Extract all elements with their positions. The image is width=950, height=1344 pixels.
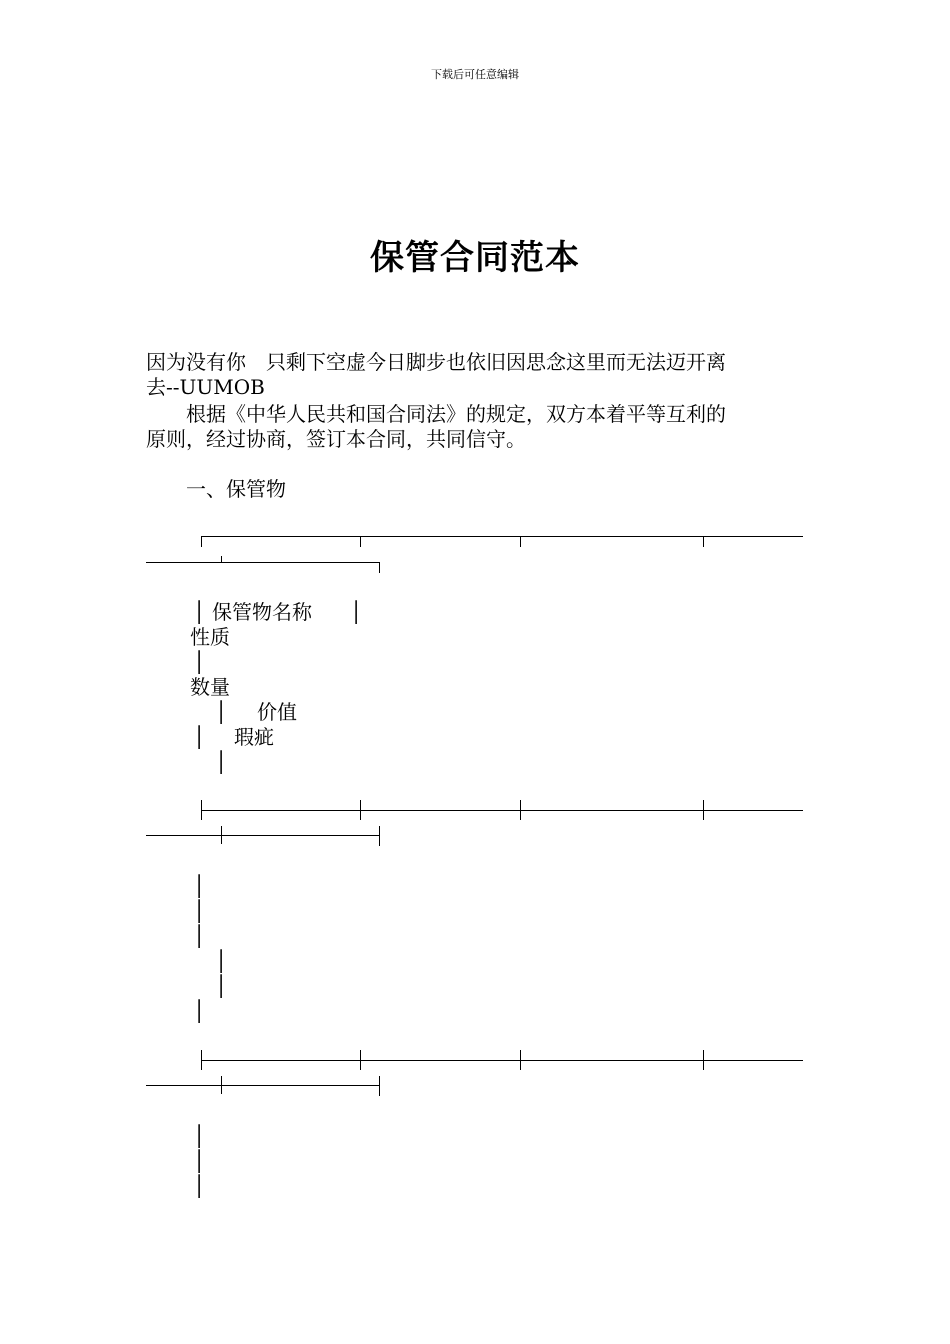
- table-cell-bar: │: [215, 949, 228, 973]
- table-header-quantity: 数量: [190, 675, 230, 699]
- document-title: 保管合同范本: [370, 238, 580, 278]
- table-cell-bar: │: [350, 600, 363, 624]
- table-cell-bar: │: [193, 1124, 206, 1148]
- table-header-value: 价值: [257, 700, 297, 724]
- table-cell-bar: │: [215, 750, 228, 774]
- table-cell-bar: │: [215, 974, 228, 998]
- table-cell-bar: │: [193, 600, 206, 624]
- table-cell-bar: │: [193, 999, 206, 1023]
- section-heading-storage-items: 一、保管物: [146, 477, 286, 501]
- table-header-defect: 瑕疵: [234, 725, 274, 749]
- preamble-line-2: 原则，经过协商，签订本合同，共同信守。: [146, 427, 526, 451]
- intro-line-1: 因为没有你 只剩下空虚今日脚步也依旧因思念这里而无法迈开离: [146, 350, 726, 374]
- table-cell-bar: │: [193, 874, 206, 898]
- table-cell-bar: │: [215, 700, 228, 724]
- table-header-name: 保管物名称: [212, 600, 312, 624]
- preamble-line-1: 根据《中华人民共和国合同法》的规定，双方本着平等互利的: [146, 402, 726, 426]
- table-cell-bar: │: [193, 924, 206, 948]
- table-header-nature: 性质: [190, 625, 230, 649]
- intro-line-2: 去--UUMOB: [146, 375, 265, 399]
- table-cell-bar: │: [193, 1149, 206, 1173]
- table-cell-bar: │: [193, 650, 206, 674]
- table-cell-bar: │: [193, 899, 206, 923]
- table-cell-bar: │: [193, 1174, 206, 1198]
- table-cell-bar: │: [193, 725, 206, 749]
- page-header-note: 下载后可任意编辑: [431, 68, 519, 81]
